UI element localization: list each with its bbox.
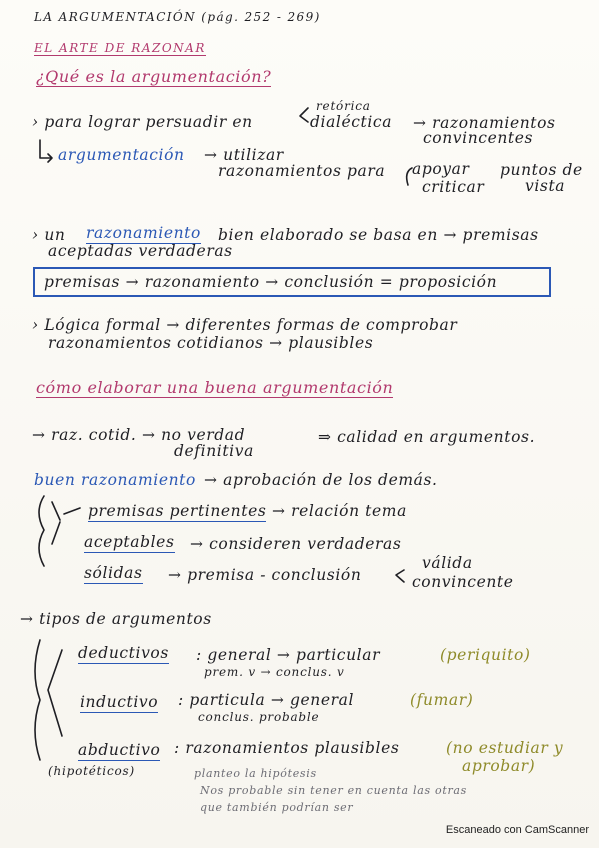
convincente: convincente xyxy=(412,573,514,591)
prem-v: prem. v → conclus. v xyxy=(204,665,345,679)
premisas-pertinentes: premisas pertinentes xyxy=(88,502,267,520)
definitiva: definitiva xyxy=(174,442,254,460)
aceptadas-verdaderas: aceptadas verdaderas xyxy=(48,242,233,260)
razonamientos-plausibles: : razonamientos plausibles xyxy=(174,739,400,757)
utilizar: → utilizar xyxy=(204,146,284,164)
calidad: ⇒ calidad en argumentos. xyxy=(318,428,536,446)
razonamientos-para: razonamientos para xyxy=(218,162,386,180)
brace-left-2 xyxy=(52,502,60,544)
branch-valida-convincente xyxy=(396,570,404,582)
raz-cotid: → raz. cotid. → no verdad xyxy=(32,426,246,444)
convincentes: convincentes xyxy=(423,129,534,147)
vista: vista xyxy=(525,177,566,195)
razonamientos-cotidianos: razonamientos cotidianos → plausibles xyxy=(48,334,374,352)
planteo-hipotesis: planteo la hipótesis xyxy=(194,767,317,780)
aprobar: aprobar) xyxy=(462,757,536,775)
buen-razonamiento: buen razonamiento xyxy=(34,471,196,489)
arrow-premisas xyxy=(64,508,80,514)
valida: válida xyxy=(422,554,473,572)
tipos-de-argumentos: → tipos de argumentos xyxy=(20,610,212,628)
header: LA ARGUMENTACIÓN (pág. 252 - 269) xyxy=(34,10,321,24)
hook-arrow-icon xyxy=(40,140,52,162)
aprobacion: → aprobación de los demás. xyxy=(204,471,438,489)
fumar: (fumar) xyxy=(410,691,474,709)
retorica: retórica xyxy=(316,99,371,113)
razonamiento-term: razonamiento xyxy=(86,224,201,242)
particular-general: : particula → general xyxy=(178,691,355,709)
subtitle: cómo elaborar una buena argumentación xyxy=(36,378,394,397)
abductivo: abductivo xyxy=(78,741,161,759)
branch-retorica-dialectica xyxy=(300,108,308,122)
solidas: sólidas xyxy=(84,564,143,582)
deductivos: deductivos xyxy=(78,644,169,662)
un: › un xyxy=(32,226,66,244)
nos-probable: Nos probable sin tener en cuenta las otras xyxy=(200,784,468,797)
box-line: premisas → razonamiento → conclusión = proposición xyxy=(44,273,498,291)
apoyar: apoyar xyxy=(412,160,470,178)
argumentacion: argumentación xyxy=(58,146,185,164)
general-particular: : general → particular xyxy=(196,646,381,664)
consideren: → consideren verdaderas xyxy=(190,535,402,553)
question: ¿Qué es la argumentación? xyxy=(36,67,272,86)
arrow-razonamientos: → razonamientos xyxy=(413,114,556,132)
conclus-probable: conclus. probable xyxy=(198,710,320,724)
bien-elaborado: bien elaborado se basa en → premisas xyxy=(218,226,539,244)
hipoteticos: (hipotéticos) xyxy=(48,764,135,778)
brace-tipos xyxy=(35,640,40,760)
brace-left-1 xyxy=(39,496,44,566)
scanner-watermark: Escaneado con CamScanner xyxy=(445,824,589,836)
dialectica: dialéctica xyxy=(310,113,393,131)
criticar: criticar xyxy=(422,178,485,196)
relacion-tema: → relación tema xyxy=(272,502,407,520)
premisa-conclusion: → premisa - conclusión xyxy=(168,566,362,584)
aceptables: aceptables xyxy=(84,533,175,551)
periquito: (periquito) xyxy=(440,646,531,664)
persuadir-line: › para lograr persuadir en xyxy=(32,113,253,131)
puntos-de: puntos de xyxy=(500,161,583,179)
title: EL ARTE DE RAZONAR xyxy=(34,41,206,55)
que-tambien: que también podrían ser xyxy=(200,801,354,814)
no-estudiar: (no estudiar y xyxy=(446,739,564,757)
brace-tipos-inner xyxy=(48,650,62,736)
inductivo: inductivo xyxy=(80,693,159,711)
logica-formal: › Lógica formal → diferentes formas de comprobar xyxy=(32,316,458,334)
